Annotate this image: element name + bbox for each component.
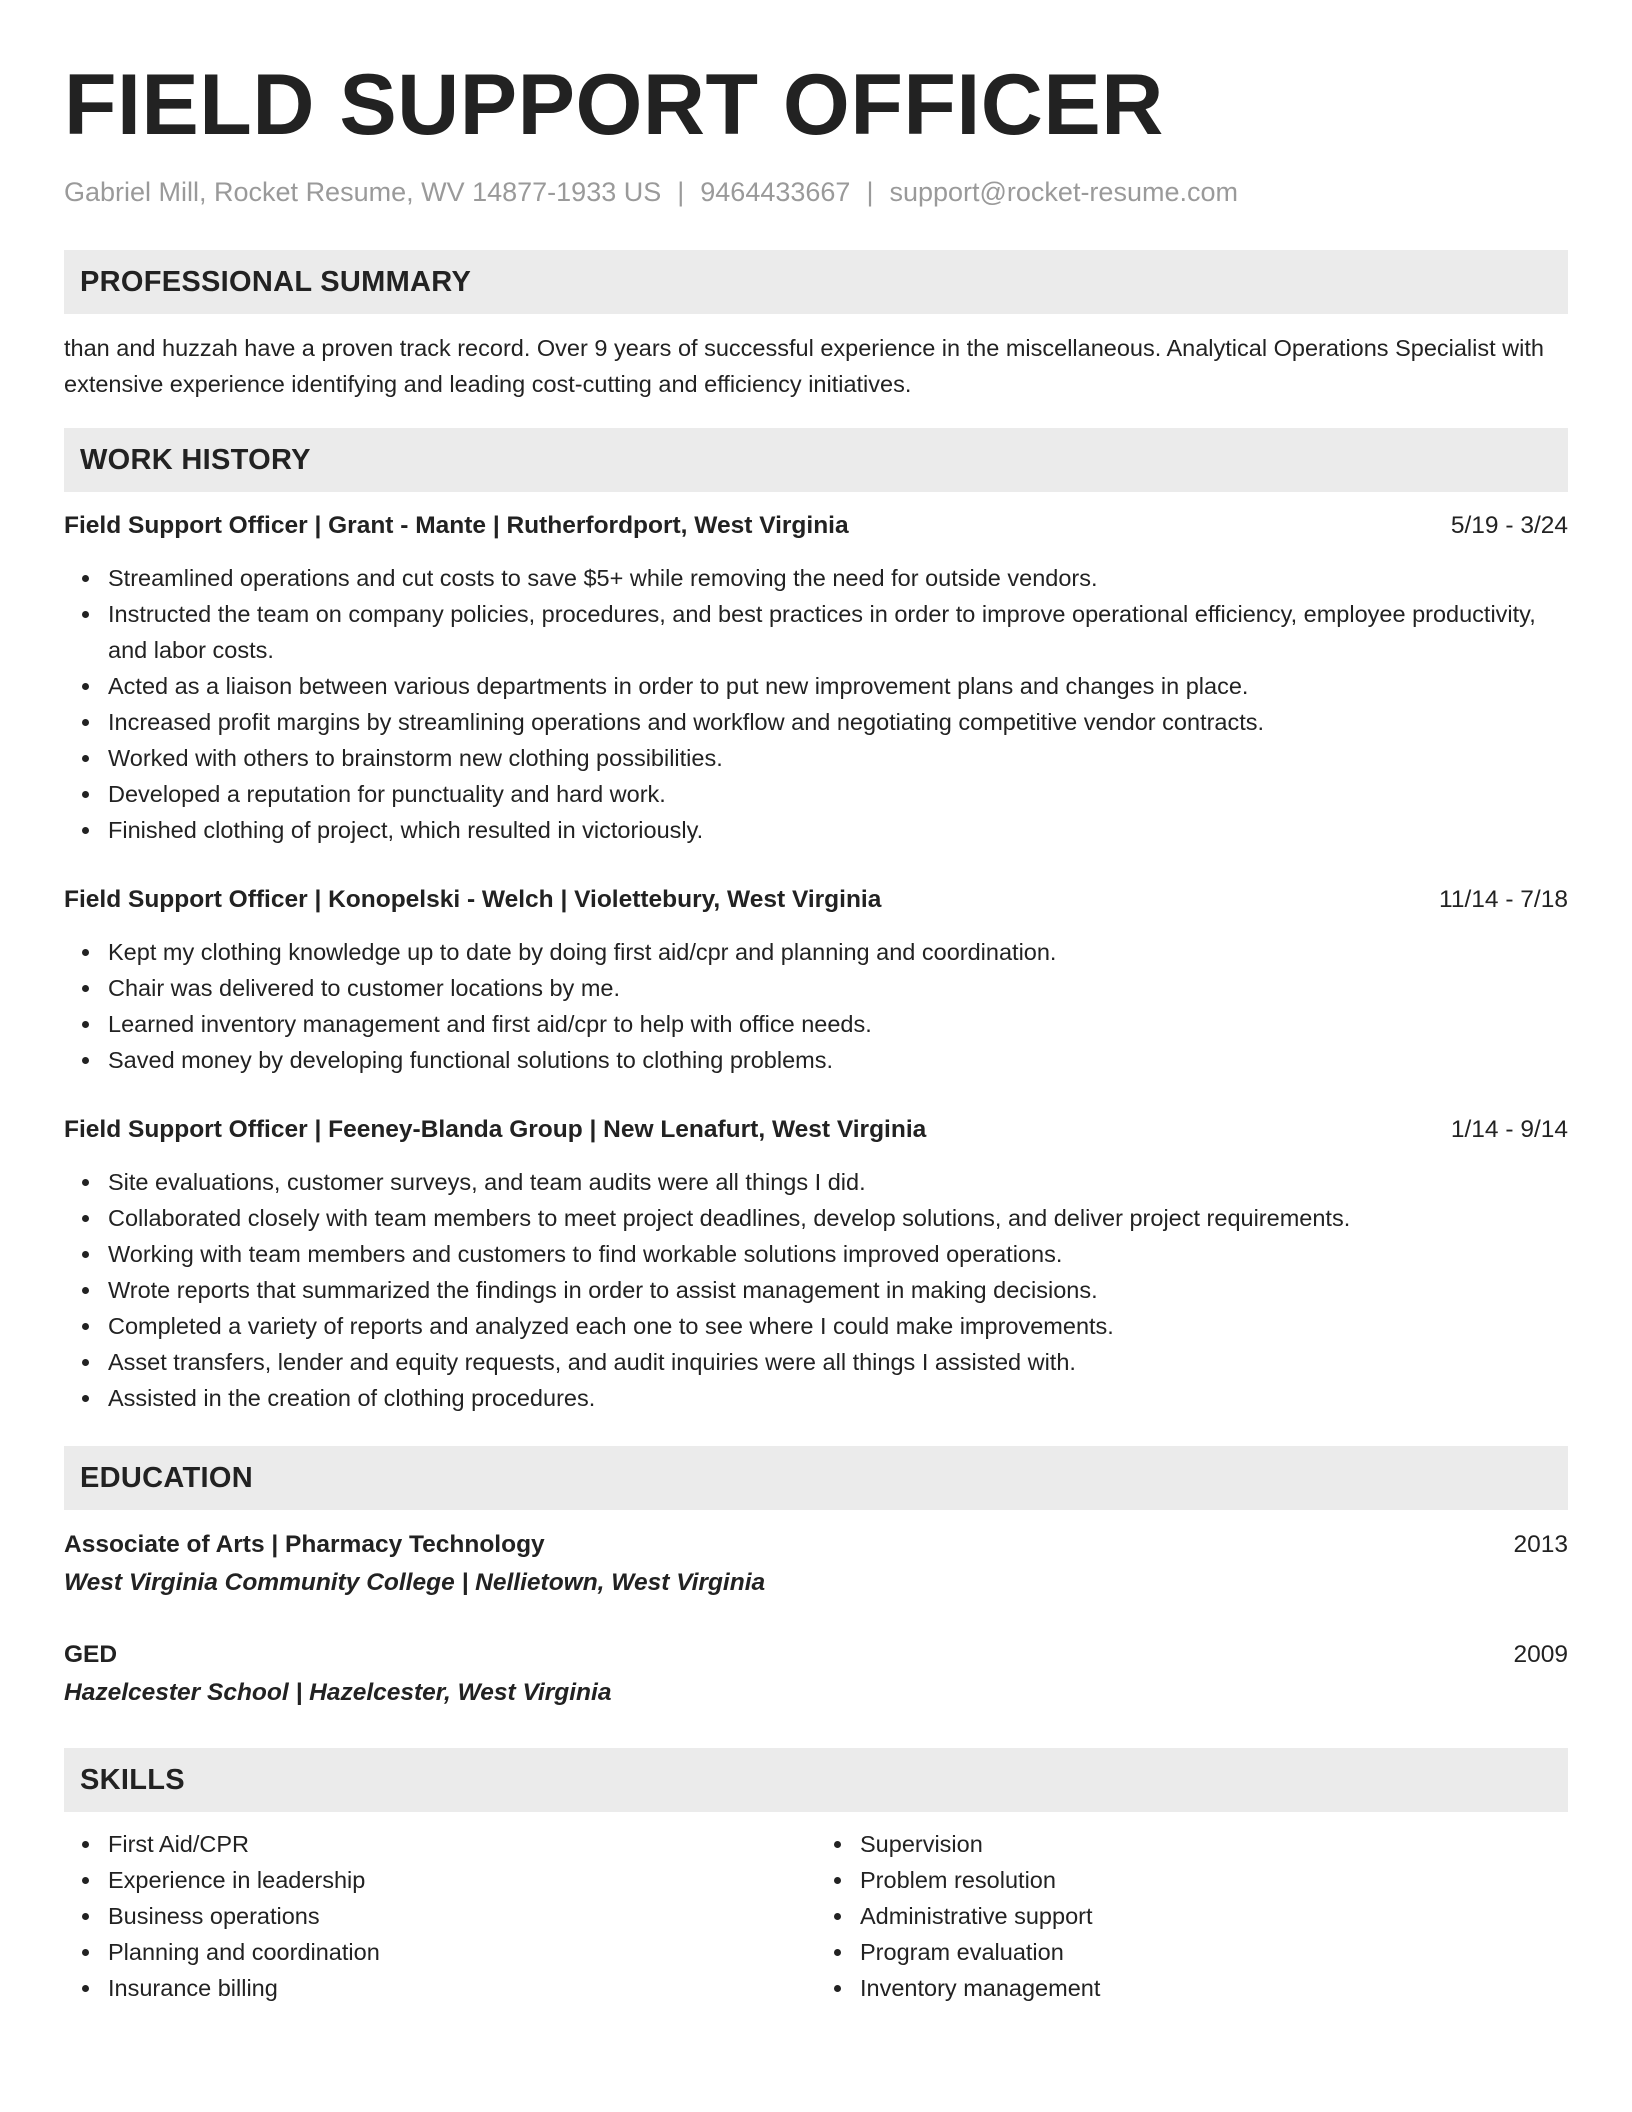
education-degree: GED <box>64 1641 118 1669</box>
skills-list-left <box>64 1826 816 2006</box>
job-header <box>64 882 1568 918</box>
list-item: Acted as a liaison between various departments in order to put new improvement plans and changes in place. <box>108 668 1568 704</box>
list-item: Asset transfers, lender and equity requests, and audit inquiries were all things I assisted with. <box>108 1344 1568 1380</box>
list-item: Kept my clothing knowledge up to date by doing first aid/cpr and planning and coordination. <box>108 934 1568 970</box>
list-item: Wrote reports that summarized the findings in order to assist management in making decisions. <box>108 1272 1568 1308</box>
skill-item: Inventory management <box>860 1970 1568 2006</box>
job-title: Field Support Officer | Feeney-Blanda Group | New Lenafurt, West Virginia <box>64 1116 927 1144</box>
education-header <box>64 1526 1568 1564</box>
job-entry-1 <box>64 508 1568 848</box>
job-dates: 1/14 - 9/14 <box>1450 1116 1568 1144</box>
list-item: Saved money by developing functional solutions to clothing problems. <box>108 1042 1568 1078</box>
section-heading-work-history: WORK HISTORY <box>64 428 1568 492</box>
contact-line <box>64 176 1568 208</box>
list-item: Developed a reputation for punctuality and hard work. <box>108 776 1568 812</box>
job-bullets <box>64 934 1568 1078</box>
education-header <box>64 1636 1568 1674</box>
contact-address: Gabriel Mill, Rocket Resume, WV 14877-1933 US <box>64 177 662 207</box>
job-header <box>64 508 1568 544</box>
list-item: Finished clothing of project, which resulted in victoriously. <box>108 812 1568 848</box>
skills-columns <box>64 1826 1568 2006</box>
contact-email: support@rocket-resume.com <box>889 177 1238 207</box>
resume-title: FIELD SUPPORT OFFICER <box>64 57 1164 153</box>
job-dates: 11/14 - 7/18 <box>1439 886 1568 914</box>
list-item: Instructed the team on company policies, procedures, and best practices in order to improve operational efficiency, employee productivity, and labor costs. <box>108 596 1568 668</box>
job-title: Field Support Officer | Grant - Mante | Rutherfordport, West Virginia <box>64 512 849 540</box>
section-heading-education: EDUCATION <box>64 1446 1568 1510</box>
education-degree: Associate of Arts | Pharmacy Technology <box>64 1531 545 1559</box>
job-bullets <box>64 560 1568 848</box>
job-bullets <box>64 1164 1568 1416</box>
contact-phone: 9464433667 <box>700 177 851 207</box>
skill-item: Administrative support <box>860 1898 1568 1934</box>
list-item: Assisted in the creation of clothing procedures. <box>108 1380 1568 1416</box>
skills-list-right <box>816 1826 1568 2006</box>
contact-separator: | <box>866 177 874 207</box>
skill-item: Insurance billing <box>108 1970 816 2006</box>
education-school: Hazelcester School | Hazelcester, West Virginia <box>64 1679 612 1707</box>
job-title: Field Support Officer | Konopelski - Welch | Violettebury, West Virginia <box>64 886 882 914</box>
education-entry-2 <box>64 1636 1568 1712</box>
education-year: 2013 <box>1513 1531 1568 1559</box>
summary-text: than and huzzah have a proven track record. Over 9 years of successful experience in the miscellaneous. Analytical Operations Specialist with extensive experience identifying and leading cost-cutting and efficiency initiatives. <box>64 335 1544 398</box>
job-header <box>64 1112 1568 1148</box>
education-entry-1 <box>64 1526 1568 1602</box>
list-item: Streamlined operations and cut costs to save $5+ while removing the need for outside vendors. <box>108 560 1568 596</box>
job-dates: 5/19 - 3/24 <box>1450 512 1568 540</box>
job-entry-2 <box>64 882 1568 1078</box>
list-item: Site evaluations, customer surveys, and team audits were all things I did. <box>108 1164 1568 1200</box>
education-school: West Virginia Community College | Nellietown, West Virginia <box>64 1569 766 1597</box>
list-item: Worked with others to brainstorm new clothing possibilities. <box>108 740 1568 776</box>
skill-item: Supervision <box>860 1826 1568 1862</box>
skill-item: Program evaluation <box>860 1934 1568 1970</box>
skill-item: Problem resolution <box>860 1862 1568 1898</box>
skill-item: Experience in leadership <box>108 1862 816 1898</box>
section-heading-summary: PROFESSIONAL SUMMARY <box>64 250 1568 314</box>
list-item: Chair was delivered to customer locations by me. <box>108 970 1568 1006</box>
list-item: Learned inventory management and first aid/cpr to help with office needs. <box>108 1006 1568 1042</box>
list-item: Completed a variety of reports and analyzed each one to see where I could make improvements. <box>108 1308 1568 1344</box>
skill-item: First Aid/CPR <box>108 1826 816 1862</box>
job-entry-3 <box>64 1112 1568 1416</box>
skill-item: Business operations <box>108 1898 816 1934</box>
list-item: Increased profit margins by streamlining operations and workflow and negotiating competitive vendor contracts. <box>108 704 1568 740</box>
list-item: Working with team members and customers to find workable solutions improved operations. <box>108 1236 1568 1272</box>
skill-item: Planning and coordination <box>108 1934 816 1970</box>
list-item: Collaborated closely with team members to meet project deadlines, develop solutions, and deliver project requirements. <box>108 1200 1568 1236</box>
section-heading-skills: SKILLS <box>64 1748 1568 1812</box>
contact-separator: | <box>677 177 685 207</box>
education-year: 2009 <box>1513 1641 1568 1669</box>
